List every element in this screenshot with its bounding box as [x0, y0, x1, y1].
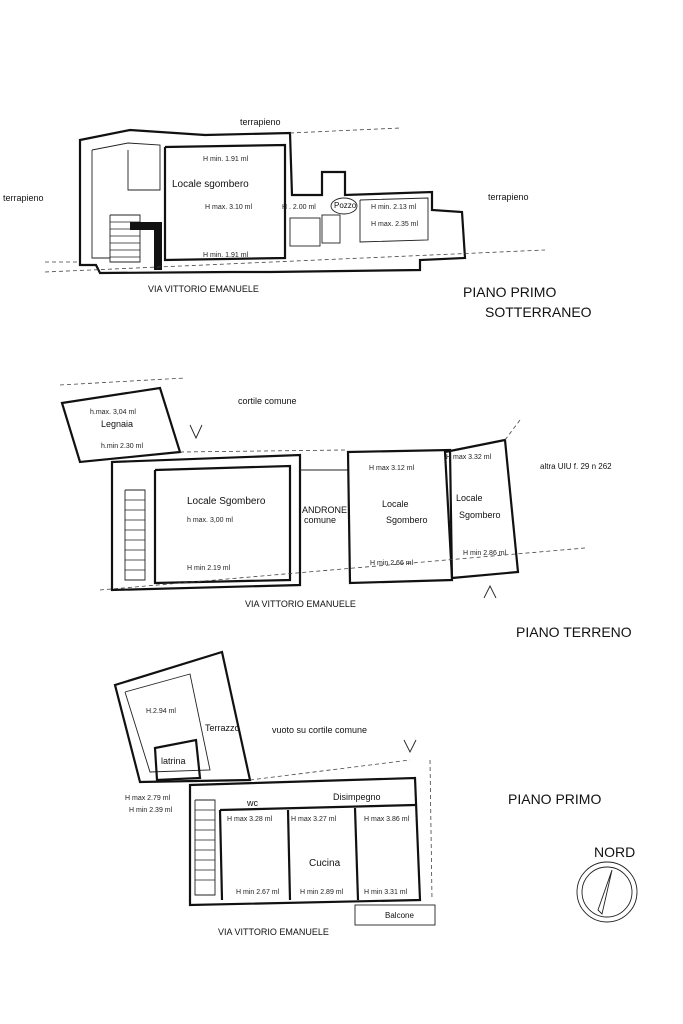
first-cucina: Cucina	[309, 858, 341, 869]
left-room-hmin: H min 2.19 ml	[187, 565, 231, 572]
basement-dash-street	[45, 250, 545, 272]
legnaia-hmin: h.min 2.30 ml	[101, 443, 144, 450]
first-dash-right	[430, 760, 432, 900]
first-hmax327: H max 3.27 ml	[291, 816, 337, 823]
basement-outer-wall	[80, 130, 465, 273]
first-hmin331: H min 3.31 ml	[364, 889, 408, 896]
first-stair	[195, 800, 215, 895]
basement-hmax-main: H max. 3.10 ml	[205, 204, 253, 211]
right-room-hmin: H min 2.86 ml	[463, 550, 507, 557]
ground-marker-1	[190, 425, 202, 438]
altra-uiu: altra UIU f. 29 n 262	[540, 462, 612, 471]
basement-terrapieno-right: terrapieno	[488, 192, 529, 202]
compass-label: NORD	[594, 844, 636, 860]
first-title: PIANO PRIMO	[508, 791, 602, 807]
basement-h-mid: H . 2.00 ml	[282, 204, 316, 211]
mid-room-line1: Locale	[382, 499, 409, 509]
mid-room-hmin: H min 2.66 ml	[370, 560, 414, 567]
ground-dash-cortile	[180, 450, 345, 452]
basement-street: VIA VITTORIO EMANUELE	[148, 284, 259, 294]
basement-dash-top	[290, 128, 400, 133]
basement-title-line1: PIANO PRIMO	[463, 284, 557, 300]
right-room-line2: Sgombero	[459, 510, 501, 520]
basement-hmax-right: H max. 2.35 ml	[371, 221, 419, 228]
basement-inner-wall	[92, 143, 160, 190]
basement-plan	[45, 128, 545, 273]
legnaia-hmax: h.max. 3,04 ml	[90, 409, 136, 416]
legnaia-label: Legnaia	[101, 419, 134, 429]
basement-title-line2: SOTTERRANEO	[485, 304, 592, 320]
first-hmin239: H min 2.39 ml	[129, 807, 173, 814]
north-compass	[577, 862, 637, 922]
first-vuoto: vuoto su cortile comune	[272, 725, 368, 735]
first-plan	[115, 652, 435, 925]
androne-line1: ANDRONE	[302, 505, 348, 515]
first-wall-2	[355, 808, 358, 900]
ground-plan	[60, 378, 585, 598]
basement-terrapieno-top: terrapieno	[240, 117, 281, 127]
right-room-line1: Locale	[456, 493, 483, 503]
first-wc: wc	[247, 798, 258, 808]
first-hmax328: H max 3.28 ml	[227, 816, 273, 823]
first-outer-wall	[190, 778, 420, 905]
first-hmax279: H max 2.79 ml	[125, 795, 171, 802]
first-wall-1	[288, 810, 290, 900]
first-street: VIA VITTORIO EMANUELE	[218, 927, 329, 937]
basement-pozzo: Pozzo	[334, 201, 357, 210]
first-hmin289: H min 2.89 ml	[300, 889, 344, 896]
first-h294: H.2.94 ml	[146, 708, 176, 715]
basement-wall-segment	[92, 150, 110, 258]
basement-hmin-right: H min. 2.13 ml	[371, 204, 417, 211]
first-balcone: Balcone	[385, 911, 414, 920]
first-dash-vuoto	[250, 760, 410, 780]
first-marker	[404, 740, 416, 752]
basement-terrapieno-left: terrapieno	[3, 193, 44, 203]
first-disimpegno: Disimpegno	[333, 792, 381, 802]
basement-hmin-top: H min. 1.91 ml	[203, 156, 249, 163]
left-room-hmax: h max. 3,00 ml	[187, 517, 233, 524]
right-room-hmax: H max 3.32 ml	[446, 454, 492, 461]
basement-hmin-bottom: H min. 1.91 ml	[203, 252, 249, 259]
first-hmin267: H min 2.67 ml	[236, 889, 280, 896]
basement-wall-hatch	[130, 222, 162, 270]
ground-stair	[125, 490, 145, 580]
first-latrina: latrina	[161, 756, 186, 766]
androne-line2: comune	[304, 515, 337, 525]
ground-dash-top	[60, 378, 185, 385]
ground-marker-2	[484, 586, 496, 598]
first-terrazzo: Terrazzo	[205, 723, 240, 733]
ground-street: VIA VITTORIO EMANUELE	[245, 599, 356, 609]
ground-title: PIANO TERRENO	[516, 624, 632, 640]
ground-dash-street	[100, 548, 585, 590]
basement-block	[290, 218, 320, 246]
ground-cortile: cortile comune	[238, 396, 297, 406]
first-wall-3	[220, 810, 222, 900]
mid-room-hmax: H max 3.12 ml	[369, 465, 415, 472]
ground-left-room: Locale Sgombero	[187, 496, 266, 507]
mid-room-line2: Sgombero	[386, 515, 428, 525]
ground-dash-right	[505, 420, 520, 440]
basement-block-2	[322, 215, 340, 243]
basement-room-main: Locale sgombero	[172, 179, 249, 190]
first-hmax386: H max 3.86 ml	[364, 816, 410, 823]
